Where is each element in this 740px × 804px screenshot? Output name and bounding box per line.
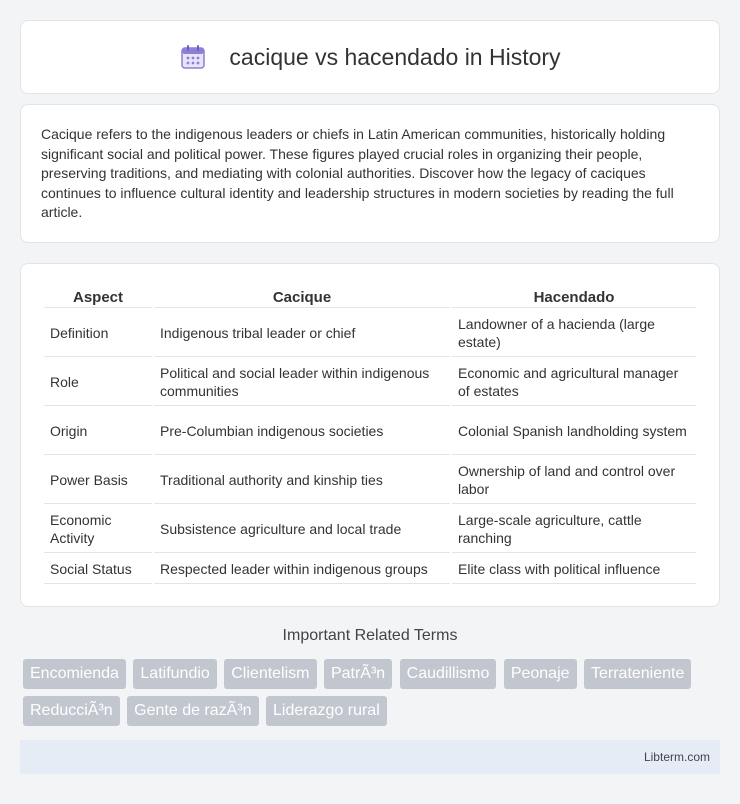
column-header-aspect: Aspect xyxy=(44,286,152,308)
table-cell: Economic and agricultural manager of estates xyxy=(452,359,696,406)
comparison-table xyxy=(42,284,698,586)
related-term-tag[interactable]: Gente de razÃ³n xyxy=(127,696,258,726)
related-term-tag[interactable]: Liderazgo rural xyxy=(266,696,387,726)
table-cell: Respected leader within indigenous groups xyxy=(154,555,450,584)
related-term-tag[interactable]: Clientelism xyxy=(224,659,316,689)
table-cell: Subsistence agriculture and local trade xyxy=(154,506,450,553)
column-header-cacique: Cacique xyxy=(154,286,450,308)
table-cell: Definition xyxy=(44,310,152,357)
table-row xyxy=(44,457,696,504)
table-cell: Large-scale agriculture, cattle ranching xyxy=(452,506,696,553)
intro-text: Cacique refers to the indigenous leaders or chiefs in Latin American communities, historically holding significant social and political power. These figures played crucial roles in organizing their people, preserving traditions, and mediating with colonial authorities. Discover how the legacy of caciques continues to influence cultural identity and leadership structures in modern societies by reading the full article. xyxy=(41,126,674,220)
related-term-tag[interactable]: ReducciÃ³n xyxy=(23,696,120,726)
related-term-tag[interactable]: Peonaje xyxy=(504,659,577,689)
table-cell: Traditional authority and kinship ties xyxy=(154,457,450,504)
table-cell: Role xyxy=(44,359,152,406)
comparison-table-card xyxy=(20,263,720,607)
calendar-icon xyxy=(179,43,207,71)
table-row xyxy=(44,408,696,455)
column-header-hacendado: Hacendado xyxy=(452,286,696,308)
table-cell: Social Status xyxy=(44,555,152,584)
table-cell: Economic Activity xyxy=(44,506,152,553)
table-cell: Pre-Columbian indigenous societies xyxy=(154,408,450,455)
related-terms-title: Important Related Terms xyxy=(282,627,458,644)
intro-card xyxy=(20,104,720,243)
page-title: cacique vs hacendado in History xyxy=(229,43,561,70)
table-header-row xyxy=(44,286,696,308)
table-cell: Ownership of land and control over labor xyxy=(452,457,696,504)
table-cell: Power Basis xyxy=(44,457,152,504)
table-cell: Landowner of a hacienda (large estate) xyxy=(452,310,696,357)
table-row xyxy=(44,310,696,357)
table-row xyxy=(44,555,696,584)
table-cell: Political and social leader within indigenous communities xyxy=(154,359,450,406)
table-cell: Elite class with political influence xyxy=(452,555,696,584)
header-card xyxy=(20,20,720,94)
related-term-tag[interactable]: Terrateniente xyxy=(584,659,691,689)
table-cell: Colonial Spanish landholding system xyxy=(452,408,696,455)
footer-brand-link[interactable]: Libterm.com xyxy=(643,750,710,764)
footer xyxy=(20,740,720,774)
table-cell: Indigenous tribal leader or chief xyxy=(154,310,450,357)
table-cell: Origin xyxy=(44,408,152,455)
related-term-tag[interactable]: Encomienda xyxy=(23,659,126,689)
table-row xyxy=(44,359,696,406)
related-term-tag[interactable]: Caudillismo xyxy=(400,659,497,689)
related-term-tag[interactable]: PatrÃ³n xyxy=(324,659,392,689)
table-row xyxy=(44,506,696,553)
related-terms-list xyxy=(23,659,723,733)
related-term-tag[interactable]: Latifundio xyxy=(133,659,216,689)
